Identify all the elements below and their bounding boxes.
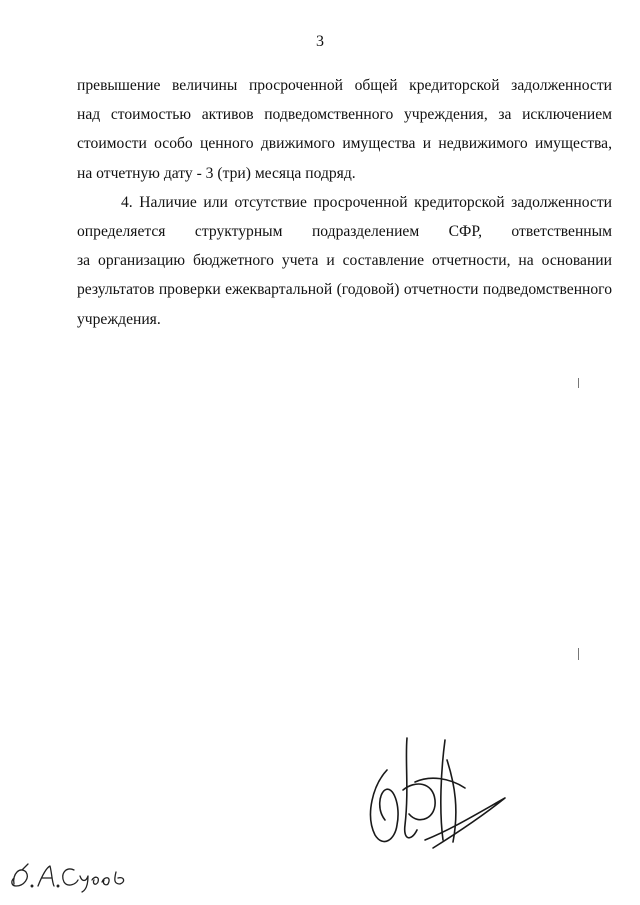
text-line: 4. Наличие или отсутствие просроченной кредиторской задолженности	[121, 193, 612, 211]
text-line: учреждения.	[77, 310, 161, 328]
signature-image	[355, 730, 525, 855]
text-line: за организацию бюджетного учета и составление отчетности, на основании	[77, 252, 612, 270]
scan-speck	[578, 648, 579, 660]
paragraph-continuation	[77, 71, 612, 188]
text-line: определяется структурным подразделением СФР, ответственным	[77, 223, 612, 241]
scan-speck	[578, 378, 579, 388]
text-line: стоимости особо ценного движимого имущества и недвижимого имущества,	[77, 135, 612, 153]
text-line: на отчетную дату - 3 (три) месяца подряд.	[77, 164, 356, 182]
handwritten-name-image	[8, 858, 138, 894]
text-line: над стоимостью активов подведомственного учреждения, за исключением	[77, 106, 612, 124]
body-text	[77, 71, 612, 334]
paragraph-item-4	[77, 188, 612, 334]
page-number: 3	[316, 33, 324, 50]
text-line: превышение величины просроченной общей кредиторской задолженности	[77, 77, 612, 94]
text-line: результатов проверки ежеквартальной (годовой) отчетности подведомственного	[77, 281, 612, 299]
